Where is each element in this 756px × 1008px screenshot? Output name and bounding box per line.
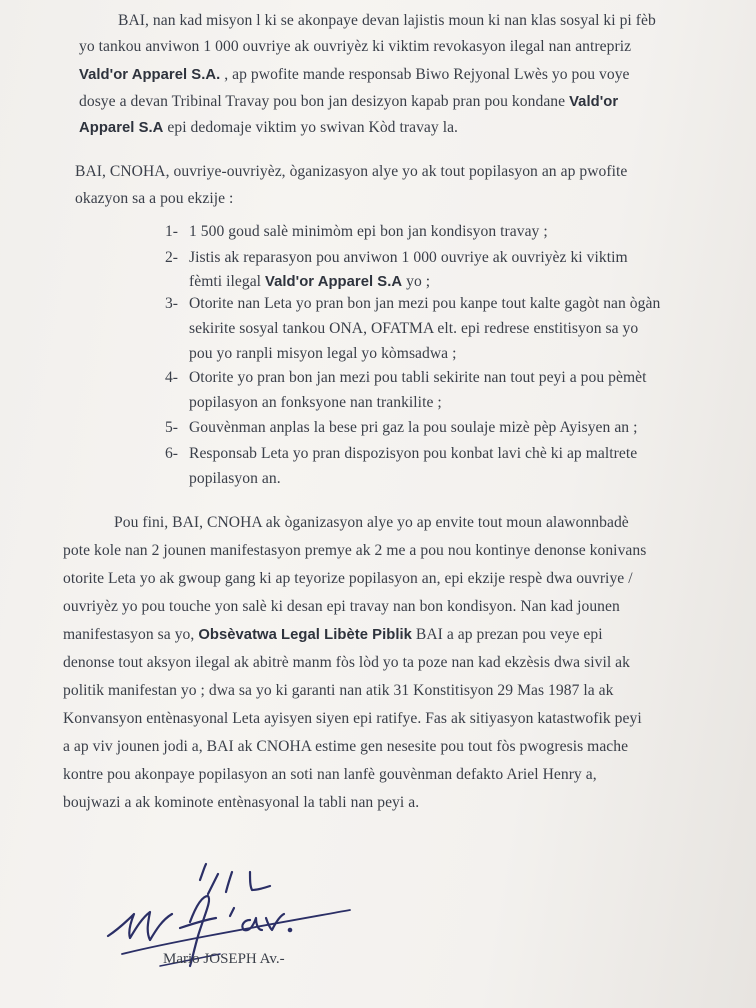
- intro-line-4: dosye a devan Tribinal Travay pou bon jan desizyon kapab pran pou kondane Vald'or: [79, 93, 619, 110]
- closing-line-2: pote kole nan 2 jounen manifestasyon premye ak 2 me a pou nou kontinye denonse konivans: [63, 542, 647, 559]
- closing-line-10: kontre pou akonpaye popilasyon an soti nan lanfè gouvènman defakto Ariel Henry a,: [63, 766, 597, 783]
- intro-line-3: Vald'or Apparel S.A. , ap pwofite mande responsab Biwo Rejyonal Lwès yo pou voye: [79, 66, 630, 83]
- closing-line-9: a ap viv jounen jodi a, BAI ak CNOHA estime gen nesesite pou tout fòs pwogresis mache: [63, 738, 629, 755]
- demand-6-line-2: popilasyon an.: [189, 470, 281, 487]
- call-line-2: okazyon sa a pou ekzije :: [75, 190, 234, 207]
- demand-4-line-1: Otorite yo pran bon jan mezi pou tabli sekirite nan tout peyi a pou pèmèt: [189, 369, 647, 386]
- company-name-short: Vald'or Apparel S.A: [265, 274, 403, 290]
- demand-number: 5-: [165, 419, 178, 436]
- demand-number: 4-: [165, 369, 178, 386]
- closing-line-5: manifestasyon sa yo, Obsèvatwa Legal Libète Piblik BAI a ap prezan pou veye epi: [63, 626, 603, 643]
- call-line-1: BAI, CNOHA, ouvriye-ouvriyèz, òganizasyon alye yo ak tout popilasyon an ap pwofite: [75, 163, 628, 180]
- demand-number: 1-: [165, 223, 178, 240]
- demand-3-line-2: sekirite sosyal tankou ONA, OFATMA elt. epi redrese enstitisyon sa yo: [189, 320, 639, 337]
- closing-line-11: boujwazi a ak kominote entènasyonal la tabli nan peyi a.: [63, 794, 420, 811]
- demand-number: 6-: [165, 445, 178, 462]
- signatory-name: Mario JOSEPH Av.-: [163, 951, 285, 967]
- closing-line-8: Konvansyon entènasyonal Leta ayisyen siyen epi ratifye. Fas ak sitiyasyon katastwofik peyi: [63, 710, 642, 727]
- closing-line-6: denonse tout aksyon ilegal ak abitrè manm fòs lòd yo ta poze nan kad ekzèsis dwa sivil ak: [63, 654, 630, 671]
- intro-line-5: Apparel S.A epi dedomaje viktim yo swivan Kòd travay la.: [79, 119, 458, 136]
- demand-4-line-2: popilasyon an fonksyone nan trankilite ;: [189, 394, 442, 411]
- company-name-part-b: Apparel S.A: [79, 120, 164, 136]
- demand-5: Gouvènman anplas la bese pri gaz la pou soulaje mizè pèp Ayisyen an ;: [189, 419, 638, 436]
- closing-line-4: ouvriyèz yo pou touche yon salè ki desan epi travay nan bon kondisyon. Nan kad jounen: [63, 598, 620, 615]
- closing-line-3: otorite Leta yo ak gwoup gang ki ap teyorize popilasyon an, epi ekzije respè dwa ouvriye /: [63, 570, 633, 587]
- observatory-name: Obsèvatwa Legal Libète Piblik: [198, 627, 412, 643]
- company-name-part-a: Vald'or: [569, 94, 619, 110]
- intro-line-2: yo tankou anviwon 1 000 ouvriye ak ouvriyèz ki viktim revokasyon ilegal nan antrepriz: [79, 38, 632, 55]
- demand-3-line-3: pou yo ranpli misyon legal yo kòmsadwa ;: [189, 345, 457, 362]
- demand-number: 2-: [165, 249, 178, 266]
- company-name: Vald'or Apparel S.A.: [79, 67, 221, 83]
- demand-2-line-1: Jistis ak reparasyon pou anviwon 1 000 ouvriye ak ouvriyèz ki viktim: [189, 249, 628, 266]
- closing-line-1: Pou fini, BAI, CNOHA ak òganizasyon alye yo ap envite tout moun alawonnbadè: [114, 514, 629, 531]
- intro-line-1: BAI, nan kad misyon l ki se akonpaye devan lajistis moun ki nan klas sosyal ki pi fèb: [118, 12, 656, 29]
- demand-2-line-2: fèmti ilegal Vald'or Apparel S.A yo ;: [189, 273, 431, 290]
- demand-6-line-1: Responsab Leta yo pran dispozisyon pou konbat lavi chè ki ap maltrete: [189, 445, 638, 462]
- demand-3-line-1: Otorite nan Leta yo pran bon jan mezi pou kanpe tout kalte gagòt nan ògàn: [189, 295, 661, 312]
- closing-line-7: politik manifestan yo ; dwa sa yo ki garanti nan atik 31 Konstitisyon 29 Mas 1987 la ak: [63, 682, 614, 699]
- demand-number: 3-: [165, 295, 178, 312]
- demand-1: 1 500 goud salè minimòm epi bon jan kondisyon travay ;: [189, 223, 548, 240]
